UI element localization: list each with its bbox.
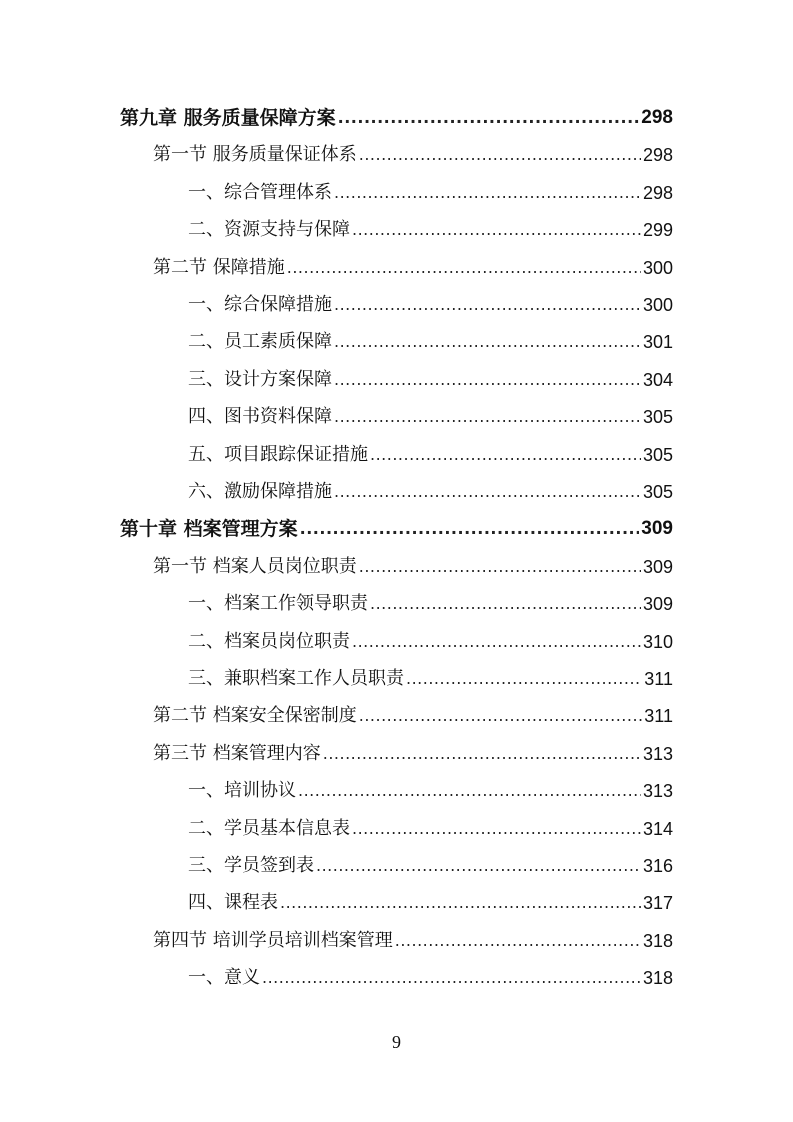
toc-entry[interactable] — [153, 737, 673, 765]
toc-entry[interactable] — [188, 363, 673, 391]
toc-dot-leader — [370, 593, 641, 615]
toc-dot-leader — [334, 331, 641, 353]
toc-dot-leader — [334, 369, 641, 391]
toc-entry[interactable] — [188, 662, 673, 690]
toc-entry[interactable] — [188, 475, 673, 503]
toc-entry[interactable] — [188, 176, 673, 204]
toc-entry-title: 五、项目跟踪保证措施 — [188, 443, 368, 465]
toc-entry[interactable] — [153, 138, 673, 166]
toc-entry[interactable] — [188, 961, 673, 989]
toc-entry-page-number: 318 — [642, 968, 673, 989]
toc-entry[interactable] — [188, 587, 673, 615]
toc-entry[interactable] — [153, 550, 673, 578]
toc-entry[interactable] — [188, 325, 673, 353]
toc-entry-title: 一、综合管理体系 — [188, 181, 332, 203]
toc-entry-page-number: 298 — [642, 145, 673, 166]
toc-dot-leader — [298, 780, 641, 802]
toc-entry[interactable] — [188, 886, 673, 914]
toc-entry-page-number: 314 — [642, 818, 673, 839]
toc-entry-page-number: 298 — [641, 107, 673, 128]
toc-entry[interactable] — [188, 213, 673, 241]
toc-dot-leader — [300, 518, 640, 540]
toc-entry[interactable] — [153, 699, 673, 727]
toc-dot-leader — [262, 967, 641, 989]
toc-entry-page-number: 305 — [642, 482, 673, 502]
toc-entry[interactable] — [188, 288, 673, 316]
toc-entry-title: 三、兼职档案工作人员职责 — [188, 668, 404, 689]
toc-entry-page-number: 305 — [642, 407, 673, 428]
toc-dot-leader — [352, 219, 641, 241]
toc-dot-leader — [359, 144, 641, 166]
toc-entry[interactable] — [188, 774, 673, 802]
toc-entry-page-number: 316 — [642, 856, 673, 876]
toc-entry-title: 第十章 档案管理方案 — [120, 518, 298, 541]
toc-entry-title: 第二节 档案安全保密制度 — [153, 705, 357, 727]
toc-entry-title: 四、课程表 — [188, 892, 278, 914]
toc-entry-page-number: 311 — [644, 669, 673, 689]
toc-entry[interactable] — [188, 438, 673, 466]
toc-entry-title: 第三节 档案管理内容 — [153, 742, 321, 764]
toc-entry-page-number: 313 — [642, 781, 673, 802]
toc-entry-title: 第九章 服务质量保障方案 — [120, 107, 336, 129]
toc-entry-page-number: 304 — [642, 369, 673, 390]
toc-entry-page-number: 310 — [642, 631, 673, 652]
toc-entry-page-number: 311 — [644, 706, 673, 727]
toc-entry-title: 第二节 保障措施 — [153, 256, 285, 278]
toc-entry[interactable] — [188, 400, 673, 428]
toc-dot-leader — [287, 257, 641, 279]
toc-entry-title: 第一节 服务质量保证体系 — [153, 144, 357, 166]
toc-entry-title: 二、学员基本信息表 — [188, 817, 350, 839]
toc-dot-leader — [359, 705, 643, 727]
toc-entry-page-number: 298 — [642, 182, 673, 203]
toc-dot-leader — [280, 892, 641, 914]
toc-dot-leader — [395, 930, 641, 952]
toc-entry-page-number: 317 — [642, 893, 673, 914]
toc-entry[interactable] — [188, 812, 673, 840]
toc-dot-leader — [406, 668, 642, 690]
toc-entry-title: 第一节 档案人员岗位职责 — [153, 555, 357, 577]
toc-entry-title: 三、设计方案保障 — [188, 368, 332, 390]
toc-entry[interactable] — [188, 849, 673, 877]
toc-entry-title: 第四节 培训学员培训档案管理 — [153, 929, 393, 951]
toc-entry-title: 三、学员签到表 — [188, 855, 314, 876]
toc-entry-page-number: 300 — [642, 257, 673, 278]
toc-entry-page-number: 300 — [642, 295, 673, 315]
toc-entry-title: 二、资源支持与保障 — [188, 219, 350, 241]
toc-entry[interactable] — [120, 512, 673, 540]
toc-dot-leader — [323, 743, 641, 765]
page-number: 9 — [392, 1032, 401, 1052]
toc-entry-title: 四、图书资料保障 — [188, 406, 332, 428]
toc-dot-leader — [334, 294, 641, 316]
toc-dot-leader — [370, 444, 641, 466]
toc-dot-leader — [316, 855, 641, 877]
toc-entry[interactable] — [188, 625, 673, 653]
toc-entry[interactable] — [153, 924, 673, 952]
toc-entry-title: 一、综合保障措施 — [188, 294, 332, 315]
toc-entry-title: 一、意义 — [188, 967, 260, 989]
toc-entry-page-number: 301 — [642, 332, 673, 353]
toc-entry-page-number: 309 — [641, 518, 673, 540]
toc-dot-leader — [334, 481, 641, 503]
toc-entry-page-number: 318 — [642, 930, 673, 951]
toc-entry-page-number: 299 — [642, 220, 673, 241]
toc-entry-page-number: 309 — [642, 556, 673, 577]
toc-dot-leader — [352, 818, 641, 840]
toc-entry-title: 一、档案工作领导职责 — [188, 593, 368, 615]
toc-dot-leader — [352, 631, 641, 653]
toc-dot-leader — [359, 556, 641, 578]
toc-entry-page-number: 305 — [642, 444, 673, 465]
toc-dot-leader — [338, 107, 640, 129]
toc-entry-title: 二、档案员岗位职责 — [188, 630, 350, 652]
toc-entry-title: 六、激励保障措施 — [188, 481, 332, 502]
toc-entry[interactable] — [120, 101, 673, 129]
toc-entry-title: 二、员工素质保障 — [188, 331, 332, 353]
toc-entry-title: 一、培训协议 — [188, 780, 296, 802]
toc-entry-page-number: 313 — [642, 743, 673, 764]
toc-dot-leader — [334, 406, 641, 428]
toc-entry-page-number: 309 — [642, 594, 673, 615]
toc-entry[interactable] — [153, 251, 673, 279]
toc-dot-leader — [334, 182, 641, 204]
